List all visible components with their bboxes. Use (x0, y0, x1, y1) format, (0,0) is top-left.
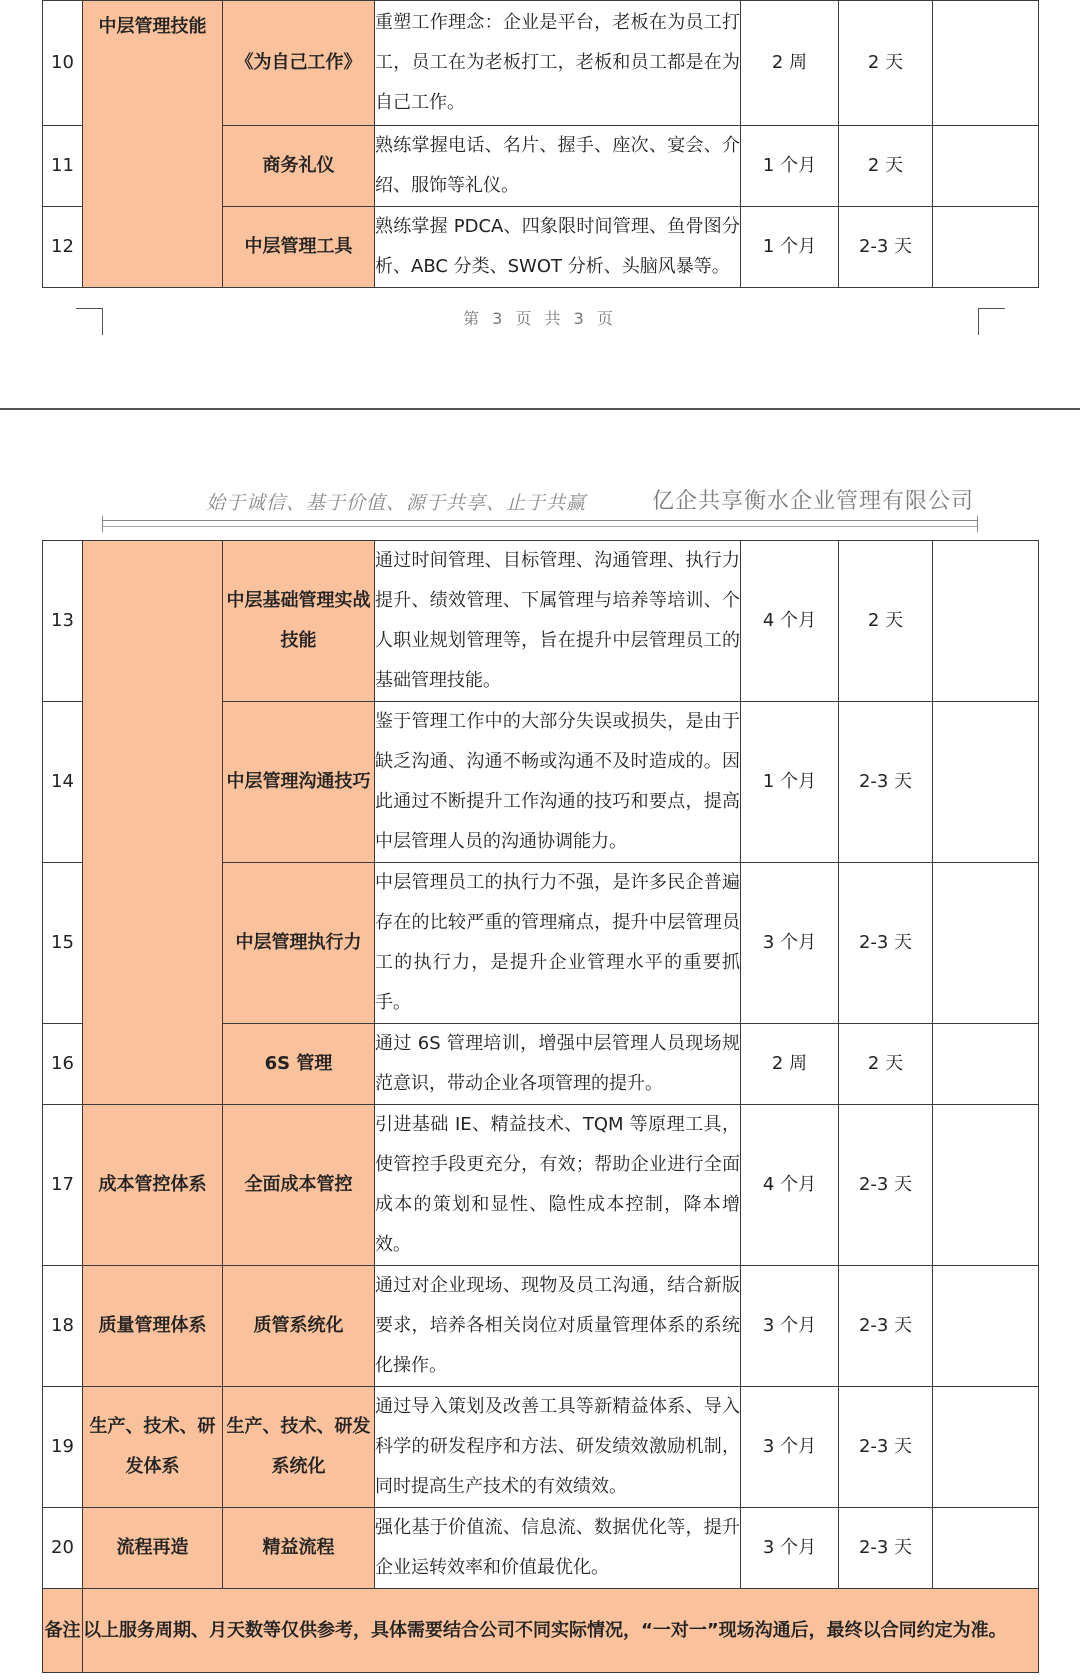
row-number: 16 (43, 1024, 83, 1105)
category-cell: 流程再造 (83, 1508, 223, 1589)
row-number: 20 (43, 1508, 83, 1589)
training-days: 2 天 (839, 1, 933, 126)
training-days: 2-3 天 (839, 1508, 933, 1589)
table-row (43, 1387, 1039, 1508)
empty-cell (933, 1024, 1039, 1105)
table-row (43, 541, 1039, 702)
training-days: 2-3 天 (839, 207, 933, 288)
empty-cell (933, 1, 1039, 126)
course-name: 生产、技术、研发系统化 (223, 1387, 375, 1508)
service-period: 2 周 (741, 1, 839, 126)
empty-cell (933, 541, 1039, 702)
empty-cell (933, 1266, 1039, 1387)
service-period: 3 个月 (741, 863, 839, 1024)
training-days: 2-3 天 (839, 863, 933, 1024)
empty-cell (933, 126, 1039, 207)
row-number: 13 (43, 541, 83, 702)
header-rule-secondary (102, 526, 978, 527)
table-row (43, 1, 1039, 126)
empty-cell (933, 863, 1039, 1024)
remark-text: 以上服务周期、月天数等仅供参考，具体需要结合公司不同实际情况，“一对一”现场沟通后，最终以合同约定为准。 (83, 1589, 1039, 1673)
course-description: 鉴于管理工作中的大部分失误或损失，是由于缺乏沟通、沟通不畅或沟通不及时造成的。因此通过不断提升工作沟通的技巧和要点，提高中层管理人员的沟通协调能力。 (375, 702, 741, 863)
course-name: 中层管理工具 (223, 207, 375, 288)
course-name: 中层管理沟通技巧 (223, 702, 375, 863)
training-days: 2-3 天 (839, 1105, 933, 1266)
table-row (43, 1508, 1039, 1589)
table-row (43, 1105, 1039, 1266)
empty-cell (933, 702, 1039, 863)
row-number: 11 (43, 126, 83, 207)
course-description: 熟练掌握电话、名片、握手、座次、宴会、介绍、服饰等礼仪。 (375, 126, 741, 207)
row-number: 17 (43, 1105, 83, 1266)
training-days: 2-3 天 (839, 702, 933, 863)
header-rule (102, 520, 978, 521)
course-description: 引进基础 IE、精益技术、TQM 等原理工具，使管控手段更充分，有效；帮助企业进行全面成本的策划和显性、隐性成本控制，降本增效。 (375, 1105, 741, 1266)
row-number: 15 (43, 863, 83, 1024)
service-period: 4 个月 (741, 1105, 839, 1266)
row-number: 14 (43, 702, 83, 863)
course-name: 商务礼仪 (223, 126, 375, 207)
header-slogan: 始于诚信、基于价值、源于共享、止于共赢 (206, 492, 587, 514)
service-period: 3 个月 (741, 1266, 839, 1387)
course-name: 全面成本管控 (223, 1105, 375, 1266)
empty-cell (933, 207, 1039, 288)
course-description: 强化基于价值流、信息流、数据优化等，提升企业运转效率和价值最优化。 (375, 1508, 741, 1589)
course-description: 通过对企业现场、现物及员工沟通，结合新版要求，培养各相关岗位对质量管理体系的系统化操作。 (375, 1266, 741, 1387)
category-cell: 生产、技术、研发体系 (83, 1387, 223, 1508)
course-name: 中层管理执行力 (223, 863, 375, 1024)
page-break-divider (0, 408, 1080, 410)
training-days: 2 天 (839, 126, 933, 207)
course-description: 通过时间管理、目标管理、沟通管理、执行力提升、绩效管理、下属管理与培养等培训、个人职业规划管理等，旨在提升中层管理员工的基础管理技能。 (375, 541, 741, 702)
remark-row (43, 1589, 1039, 1673)
empty-cell (933, 1387, 1039, 1508)
course-name: 6S 管理 (223, 1024, 375, 1105)
course-table-page4 (42, 540, 1039, 1673)
row-number: 10 (43, 1, 83, 126)
remark-label: 备注 (43, 1589, 83, 1673)
course-name: 《为自己工作》 (223, 1, 375, 126)
service-period: 1 个月 (741, 126, 839, 207)
empty-cell (933, 1105, 1039, 1266)
category-cell: 质量管理体系 (83, 1266, 223, 1387)
row-number: 19 (43, 1387, 83, 1508)
category-cell: 中层管理技能 (83, 1, 223, 288)
course-description: 中层管理员工的执行力不强，是许多民企普遍存在的比较严重的管理痛点，提升中层管理员工的执行力，是提升企业管理水平的重要抓手。 (375, 863, 741, 1024)
header-rule-tick (102, 516, 103, 532)
header-rule-tick (977, 516, 978, 532)
training-days: 2 天 (839, 541, 933, 702)
service-period: 3 个月 (741, 1387, 839, 1508)
service-period: 1 个月 (741, 207, 839, 288)
header-company-name: 亿企共享衡水企业管理有限公司 (652, 489, 975, 514)
service-period: 4 个月 (741, 541, 839, 702)
empty-cell (933, 1508, 1039, 1589)
course-description: 熟练掌握 PDCA、四象限时间管理、鱼骨图分析、ABC 分类、SWOT 分析、头脑风暴等。 (375, 207, 741, 288)
service-period: 2 周 (741, 1024, 839, 1105)
service-period: 3 个月 (741, 1508, 839, 1589)
course-table-page3 (42, 0, 1039, 288)
course-description: 通过导入策划及改善工具等新精益体系、导入科学的研发程序和方法、研发绩效激励机制，同时提高生产技术的有效绩效。 (375, 1387, 741, 1508)
course-description: 通过 6S 管理培训，增强中层管理人员现场规范意识，带动企业各项管理的提升。 (375, 1024, 741, 1105)
category-cell (83, 541, 223, 1105)
training-days: 2 天 (839, 1024, 933, 1105)
row-number: 18 (43, 1266, 83, 1387)
course-description: 重塑工作理念：企业是平台，老板在为员工打工，员工在为老板打工，老板和员工都是在为自己工作。 (375, 1, 741, 126)
training-days: 2-3 天 (839, 1266, 933, 1387)
page-footer: 第 3 页 共 3 页 (463, 309, 617, 328)
training-days: 2-3 天 (839, 1387, 933, 1508)
category-cell: 成本管控体系 (83, 1105, 223, 1266)
table-row (43, 1266, 1039, 1387)
course-name: 精益流程 (223, 1508, 375, 1589)
service-period: 1 个月 (741, 702, 839, 863)
row-number: 12 (43, 207, 83, 288)
course-name: 质管系统化 (223, 1266, 375, 1387)
course-name: 中层基础管理实战技能 (223, 541, 375, 702)
